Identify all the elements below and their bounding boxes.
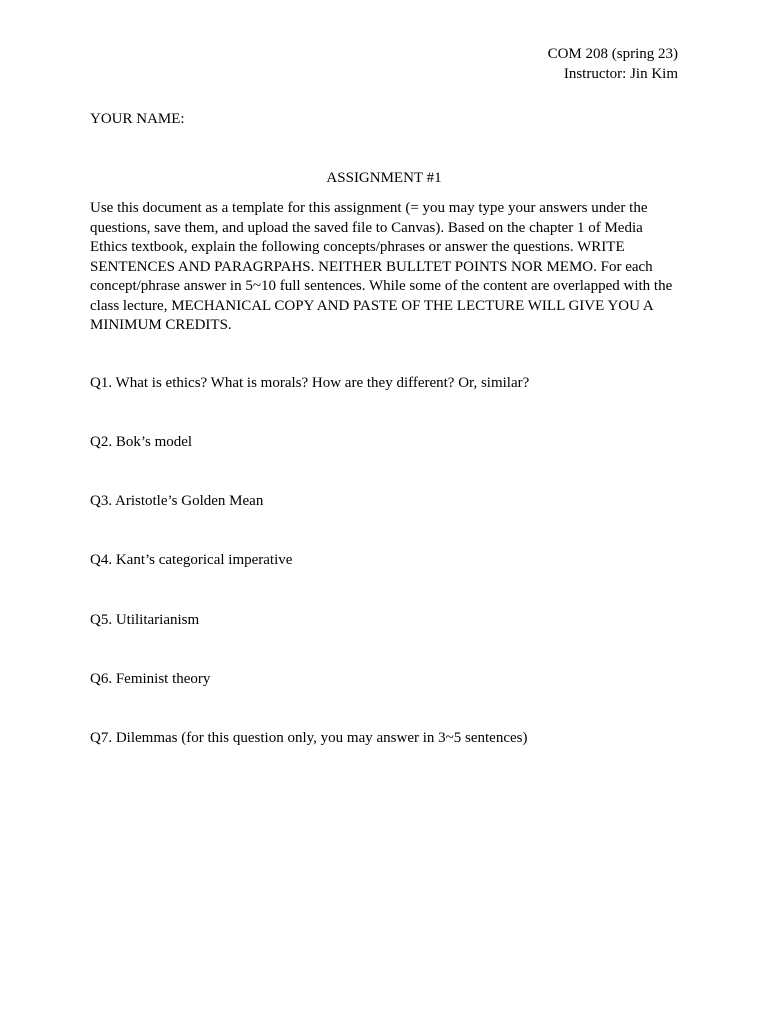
question-5: Q5. Utilitarianism [90, 612, 200, 628]
assignment-instructions: Use this document as a template for this assignment (= you may type your answers under the questions, save them, and upload the saved file to Canvas). Based on the chapter 1 of Media Ethics textbook, explain the following concepts/phrases or answer the questions. WRITE SENTENCES AND PARAGRPAHS. NEITHER BULLTET POINTS NOR MEMO. For each concept/phrase answer in 5~10 full sentences. While some of the content are overlapped with the class lecture, MECHANICAL COPY AND PASTE OF THE LECTURE WILL GIVE YOU A MINIMUM CREDITS. [90, 200, 673, 333]
assignment-title: ASSIGNMENT #1 [326, 170, 442, 186]
question-6: Q6. Feminist theory [90, 671, 211, 687]
question-3: Q3. Aristotle’s Golden Mean [90, 493, 264, 509]
question-7: Q7. Dilemmas (for this question only, you may answer in 3~5 sentences) [90, 730, 528, 746]
your-name-label: YOUR NAME: [90, 111, 185, 127]
question-2: Q2. Bok’s model [90, 434, 193, 450]
course-code: COM 208 (spring 23) [547, 46, 678, 62]
question-1: Q1. What is ethics? What is morals? How are they different? Or, similar? [90, 375, 530, 391]
instructor-name: Instructor: Jin Kim [563, 65, 678, 82]
course-header [548, 45, 678, 84]
question-4: Q4. Kant’s categorical imperative [90, 552, 293, 568]
